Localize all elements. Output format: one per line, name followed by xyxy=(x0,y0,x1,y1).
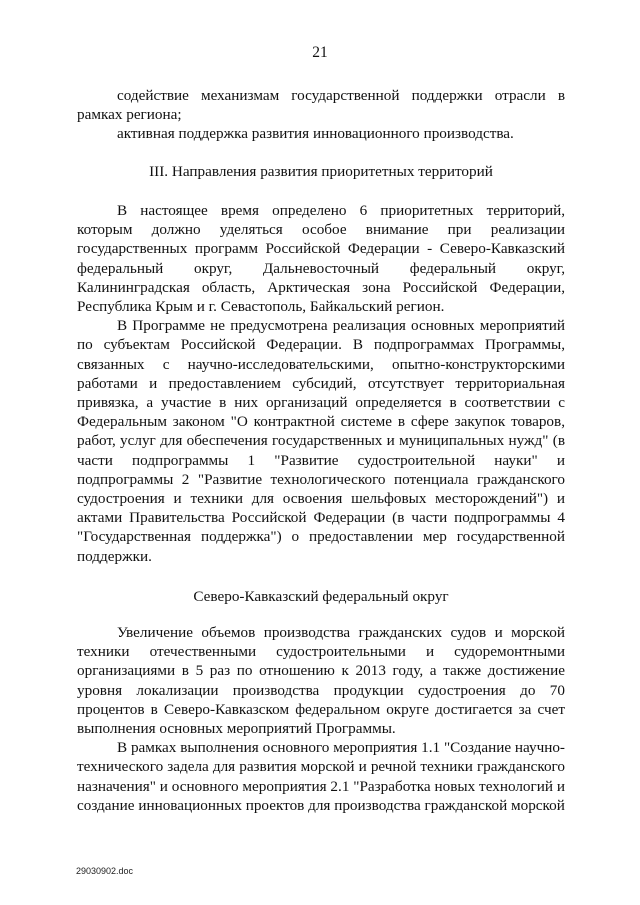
document-code: 29030902.doc xyxy=(76,866,134,876)
section-heading-block xyxy=(77,162,565,181)
district-text-block xyxy=(77,623,565,815)
paragraph-program-activities: В Программе не предусмотрена реализация основных мероприятий по субъектам Российской Федерации. В подпрограммах Программы, связанных с научно-исследовательскими, опытно-конструкторскими работами и предоставлением субсидий, отсутствует территориальная привязка, а участие в них организаций определяется в соответствии с Федеральным законом "О контрактной системе в сфере закупок товаров, работ, услуг для обеспечения государственных и муниципальных нужд" (в части подпрограммы 1 "Развитие судостроительной науки" и подпрограммы 2 "Развитие технологического потенциала гражданского судостроения и техники для освоения шельфовых месторождений") и актами Правительства Российской Федерации (в части подпрограммы 4 "Государственная поддержка") о предоставлении мер государственной поддержки. xyxy=(77,317,565,565)
district-heading-block xyxy=(77,587,565,606)
paragraph-main-activities: В рамках выполнения основного мероприятия 1.1 "Создание научно-технического задела для развития морской и речной техники гражданского назначения" и основного мероприятия 2.1 "Разработка новых технологий и создание инновационных проектов для производства гражданской морской xyxy=(77,739,565,814)
section-heading: III. Направления развития приоритетных территорий xyxy=(149,163,493,180)
paragraph-priority-territories: В настоящее время определено 6 приоритетных территорий, которым должно уделяться особое внимание при реализации государственных программ Российской Федерации - Северо-Кавказский федеральный округ, Дальневосточный федеральный округ, Калининградская область, Арктическая зона Российской Федерации, Республика Крым и г. Севастополь, Байкальский регион. xyxy=(77,202,565,316)
paragraph-production-growth: Увеличение объемов производства гражданских судов и морской техники отечественными судостроительными и судоремонтными организациями в 5 раз по отношению к 2013 году, а также достижение уровня локализации производства продукции судостроения до 70 процентов в Северо-Кавказском федеральном округе достигается за счет выполнения основных мероприятий Программы. xyxy=(77,624,565,738)
intro-block xyxy=(77,86,565,144)
page-number: 21 xyxy=(312,44,328,61)
paragraph-state-support: содействие механизмам государственной поддержки отрасли в рамках региона; xyxy=(77,87,565,124)
paragraph-innovation: активная поддержка развития инновационного производства. xyxy=(117,125,514,143)
district-heading: Северо-Кавказский федеральный округ xyxy=(193,588,449,605)
priority-territories-block xyxy=(77,201,565,566)
